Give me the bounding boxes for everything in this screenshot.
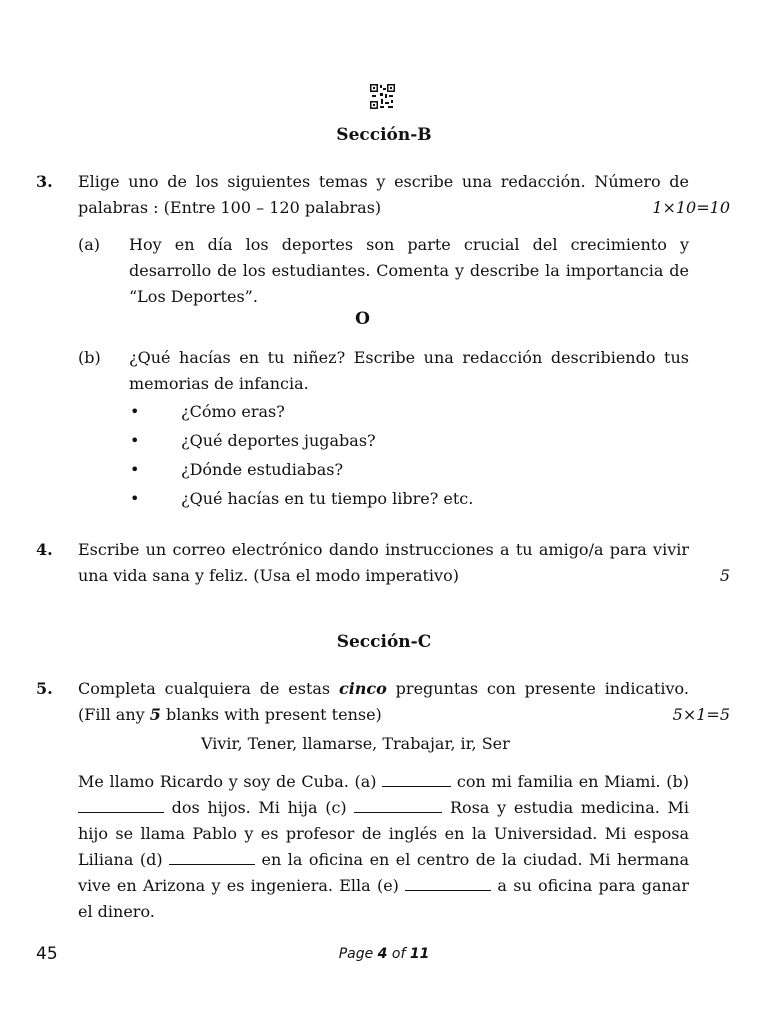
question-5-text: (Fill any <box>78 705 150 724</box>
paper-code: 45 <box>36 944 58 964</box>
question-4-line-2: una vida sana y feliz. (Usa el modo imperativo) <box>78 566 459 585</box>
question-3-marks: 1×10=10 <box>652 198 730 217</box>
option-b-bullet: ¿Qué deportes jugabas? <box>181 431 376 450</box>
page-indicator <box>0 946 768 962</box>
question-3-line-1: Elige uno de los siguientes temas y escribe una redacción. Número de <box>78 172 689 191</box>
question-5-line-1 <box>78 679 689 698</box>
section-b-title: Sección-B <box>336 125 432 145</box>
question-5-line-2 <box>78 705 382 724</box>
page-total: 11 <box>409 946 430 962</box>
question-5-text: preguntas con presente indicativo. <box>386 679 689 698</box>
blank-e[interactable] <box>405 876 491 891</box>
question-3-number: 3. <box>36 172 53 191</box>
blank-a[interactable] <box>382 772 451 787</box>
question-5-emphasis: 5 <box>149 705 161 724</box>
passage-text: en la oficina en el centro de la ciudad. Mi hermana vive en Arizona y es ingeniera. Ella (e) <box>78 850 689 895</box>
question-4-marks: 5 <box>719 566 730 585</box>
or-separator: O <box>355 309 370 329</box>
option-b-label: (b) <box>78 348 101 367</box>
question-4-line-1: Escribe un correo electrónico dando instrucciones a tu amigo/a para vivir <box>78 540 689 559</box>
passage-text: con mi familia en Miami. (b) <box>451 772 690 791</box>
option-b-bullet: ¿Cómo eras? <box>181 402 285 421</box>
bullet-icon: • <box>130 431 140 450</box>
question-5-emphasis: cinco <box>338 679 387 698</box>
question-4-number: 4. <box>36 540 53 559</box>
question-5-text: Completa cualquiera de estas <box>78 679 339 698</box>
of-word: of <box>387 946 410 962</box>
bullet-icon: • <box>130 460 140 479</box>
option-a-text: Hoy en día los deportes son parte crucial del crecimiento y desarrollo de los estudiantes. Comenta y describe la importancia de “Los Deportes”. <box>129 235 689 306</box>
passage-text: Me llamo Ricardo y soy de Cuba. (a) <box>78 772 383 791</box>
blank-c[interactable] <box>354 798 442 813</box>
page-number: 4 <box>377 946 388 962</box>
bullet-icon: • <box>130 402 140 421</box>
blank-b[interactable] <box>78 798 164 813</box>
bullet-icon: • <box>130 489 140 508</box>
question-5-marks: 5×1=5 <box>672 705 730 724</box>
question-5-number: 5. <box>36 679 53 698</box>
question-5-text: blanks with present tense) <box>160 705 382 724</box>
question-3-line-2: palabras : (Entre 100 – 120 palabras) <box>78 198 382 217</box>
option-b-bullet: ¿Qué hacías en tu tiempo libre? etc. <box>181 489 474 508</box>
passage-text: Rosa y estudia medicina. Mi hijo se llama Pablo y es profesor de inglés en la Universidad. Mi esposa Liliana (d) <box>78 798 690 869</box>
fill-blank-passage <box>78 769 689 925</box>
section-c-title: Sección-C <box>336 632 432 652</box>
blank-d[interactable] <box>169 850 255 865</box>
option-b-bullet: ¿Dónde estudiabas? <box>181 460 344 479</box>
option-b-text: ¿Qué hacías en tu niñez? Escribe una redacción describiendo tus memorias de infancia. <box>129 348 689 393</box>
passage-text: dos hijos. Mi hija (c) <box>164 798 355 817</box>
page-word: Page <box>338 946 378 962</box>
qr-code-icon <box>370 84 395 109</box>
option-a-label: (a) <box>78 235 101 254</box>
passage-text: a su oficina para ganar el dinero. <box>78 876 689 921</box>
word-bank: Vivir, Tener, llamarse, Trabajar, ir, Ser <box>201 734 510 753</box>
